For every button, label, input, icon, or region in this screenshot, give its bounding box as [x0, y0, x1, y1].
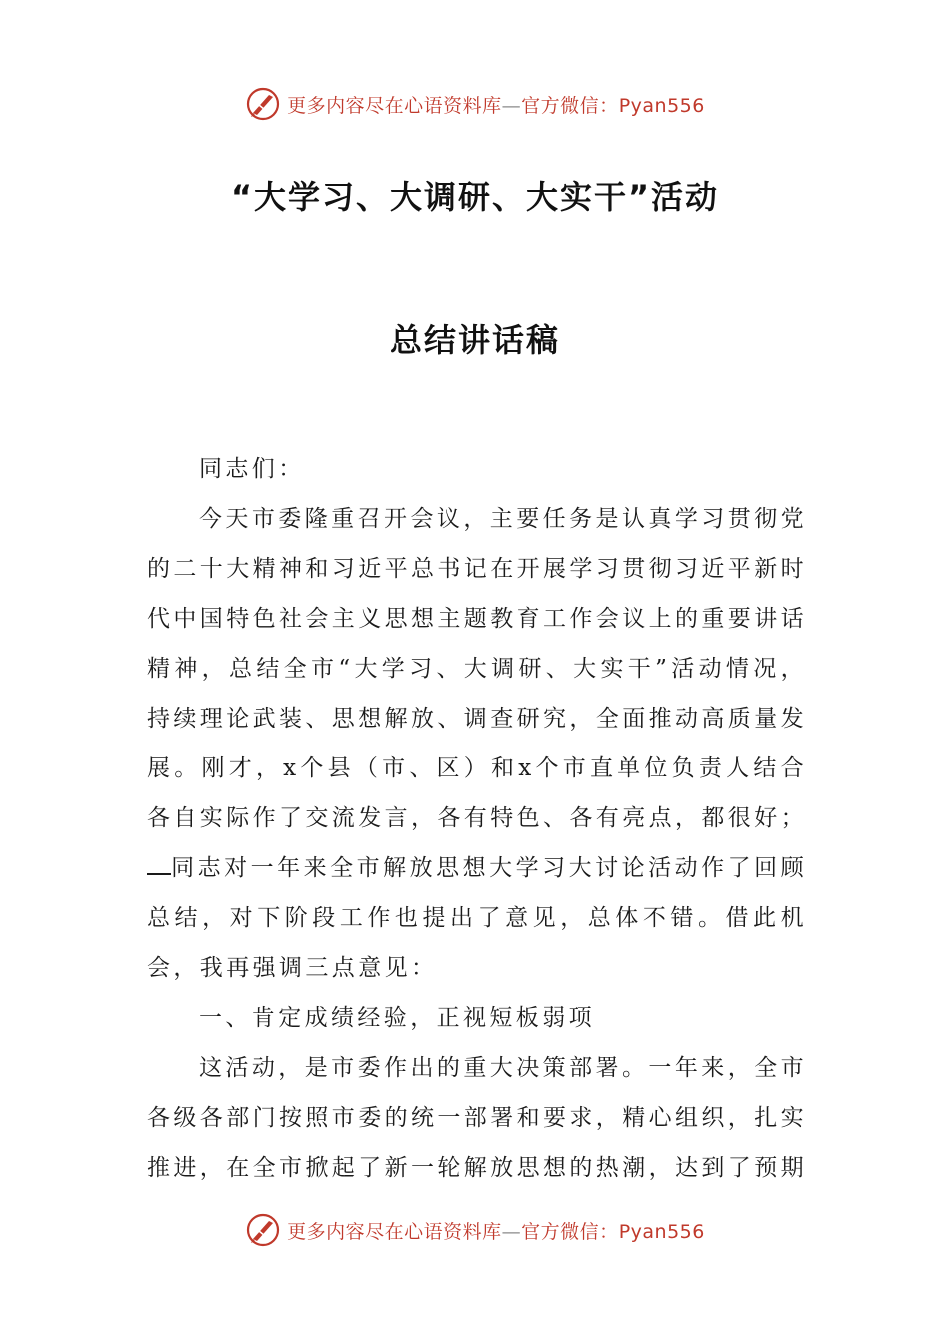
banner-text: 更多内容尽在心语资料库—官方微信：Pyan556 — [287, 1220, 705, 1243]
banner-contact-label: 官方微信： — [521, 1220, 619, 1243]
banner-dash: — — [501, 1220, 522, 1243]
banner-wechat-id: Pyan556 — [618, 94, 705, 117]
footer-banner — [0, 1210, 950, 1250]
banner-wechat-id: Pyan556 — [618, 1220, 705, 1243]
quill-pen-logo-icon — [245, 86, 281, 122]
document-title-line1: “大学习、大调研、大实干”活动 — [230, 178, 720, 216]
salutation: 同志们： — [199, 456, 305, 482]
paragraph-intro — [147, 495, 807, 994]
quill-pen-logo-icon — [245, 1212, 281, 1248]
banner-contact-label: 官方微信： — [521, 94, 619, 117]
paragraph-intro-part2: 同志对一年来全市解放思想大学习大讨论活动作了回顾总结，对下阶段工作也提出了意见，总体不错。借此机会，我再强调三点意见： — [147, 855, 807, 982]
name-blank-underline — [147, 859, 171, 875]
section-heading-1: 一、肯定成绩经验，正视短板弱项 — [199, 1004, 595, 1031]
document-title-line2: 总结讲话稿 — [389, 321, 560, 359]
paragraph-intro-part1: 今天市委隆重召开会议，主要任务是认真学习贯彻党的二十大精神和习近平总书记在开展学习贯彻习近平新时代中国特色社会主义思想主题教育工作会议上的重要讲话精神，总结全市“大学习、大调研、大实干”活动情况，持续理论武装、思想解放、调查研究，全面推动高质量发展。刚才，x个县（市、区）和x个市直单位负责人结合各自实际作了交流发言，各有特色、各有亮点，都很好； — [147, 505, 807, 832]
header-banner — [0, 84, 950, 124]
paragraph-section1: 这活动，是市委作出的重大决策部署。一年来，全市各级各部门按照市委的统一部署和要求，精心组织，扎实推进，在全市掀起了新一轮解放思想的热潮，达到了预期 — [147, 1054, 807, 1181]
banner-text: 更多内容尽在心语资料库—官方微信：Pyan556 — [287, 94, 705, 117]
banner-dash: — — [501, 94, 522, 117]
document-body — [147, 445, 807, 1194]
